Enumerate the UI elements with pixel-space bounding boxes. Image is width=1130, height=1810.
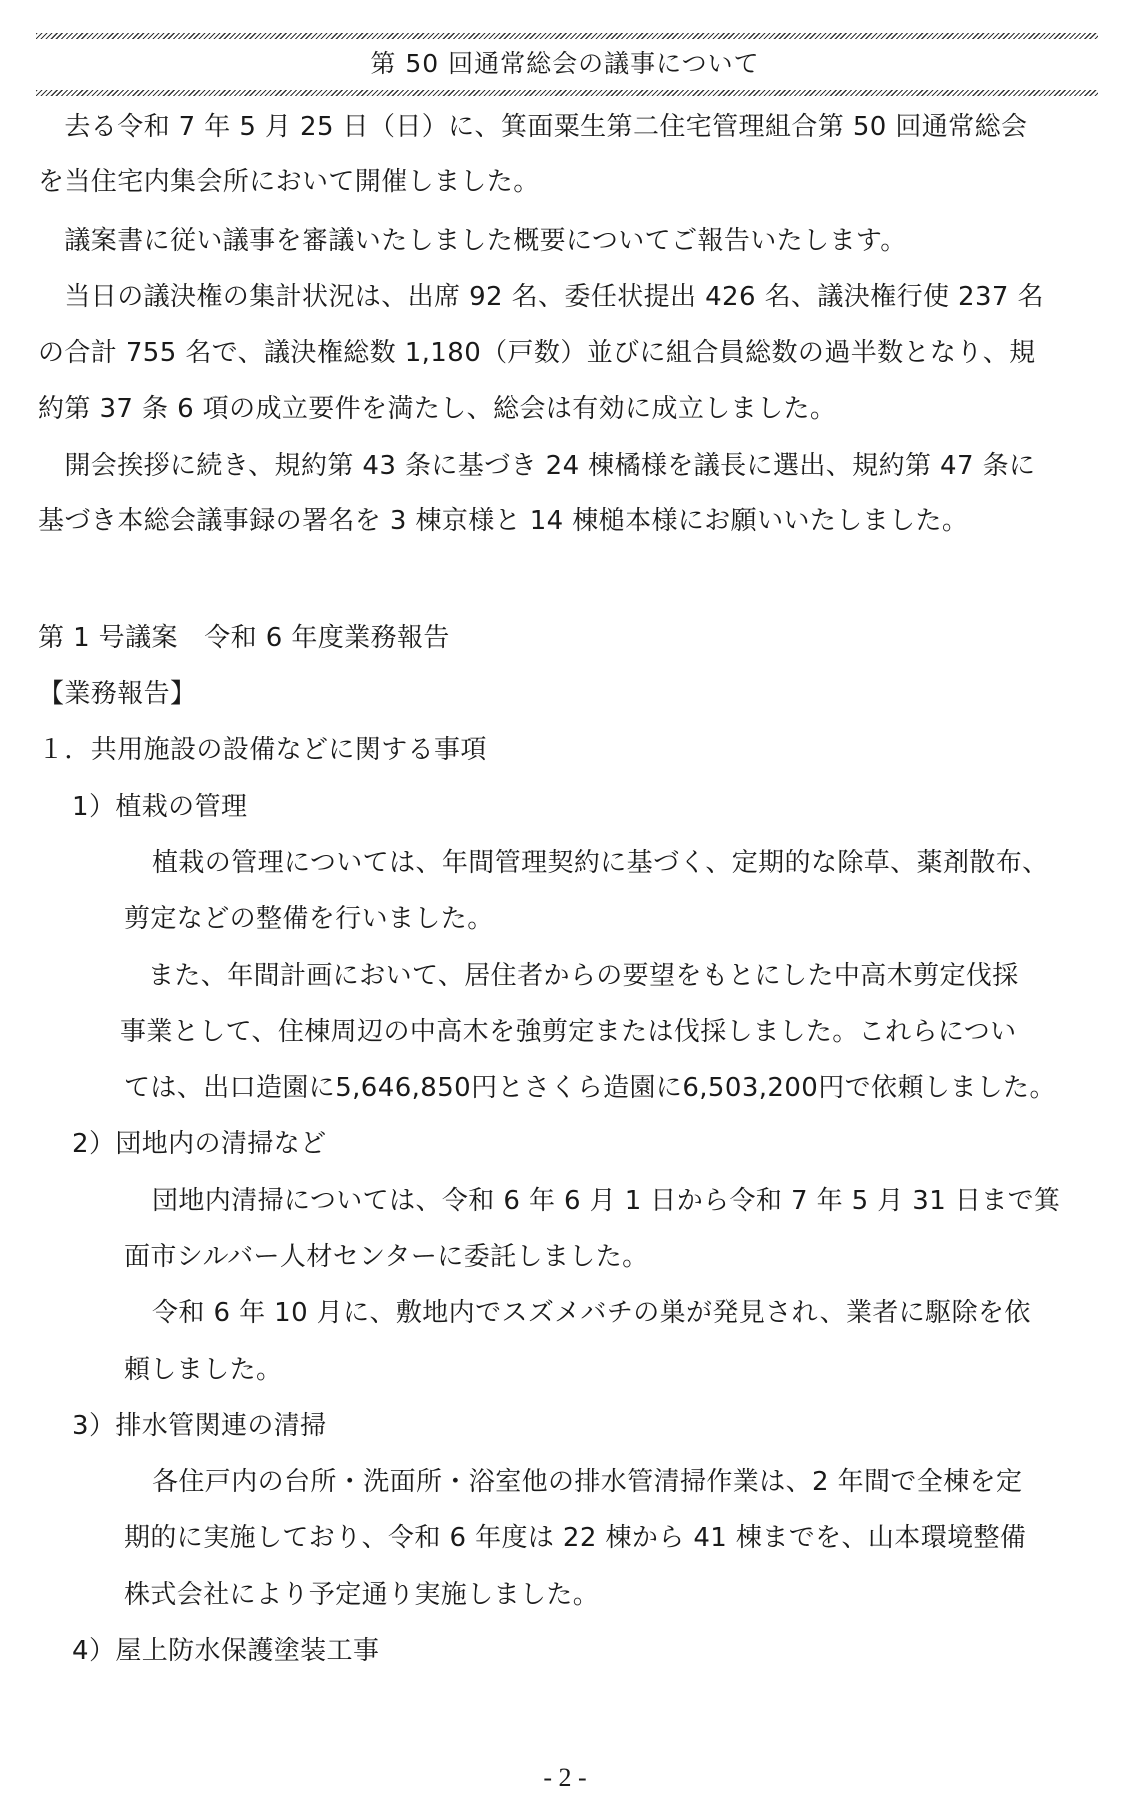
- page-title: 第 50 回通常総会の議事について: [370, 49, 760, 78]
- intro-line: の合計 755 名で、議決権総数 1,180（戸数）並びに組合員総数の過半数となり、規: [38, 338, 1036, 368]
- item-line: 団地内清掃については、令和 6 年 6 月 1 日から令和 7 年 5 月 31 日まで箕: [152, 1186, 1061, 1216]
- intro-line: 議案書に従い議事を審議いたしました概要についてご報告いたします。: [38, 226, 907, 256]
- item-line: 植栽の管理については、年間管理契約に基づく、定期的な除草、薬剤散布、: [152, 848, 1049, 878]
- item-line: 令和 6 年 10 月に、敷地内でスズメバチの巣が発見され、業者に駆除を依: [152, 1298, 1031, 1328]
- item-title: 2）団地内の清掃など: [72, 1129, 327, 1159]
- title-top-rule: [36, 33, 1098, 39]
- item-line: また、年間計画において、居住者からの要望をもとにした中高木剪定伐採: [148, 961, 1019, 991]
- item-line: 株式会社により予定通り実施しました。: [124, 1580, 600, 1610]
- item-title: 4）屋上防水保護塗装工事: [72, 1636, 380, 1666]
- item-line: ては、出口造園に5,646,850円とさくら造園に6,503,200円で依頼しました。: [124, 1073, 1056, 1103]
- intro-line: 去る令和 7 年 5 月 25 日（日）に、箕面粟生第二住宅管理組合第 50 回通常総会: [38, 112, 1028, 142]
- agenda-title: 第 1 号議案 令和 6 年度業務報告: [38, 623, 450, 653]
- intro-line: 約第 37 条 6 項の成立要件を満たし、総会は有効に成立しました。: [38, 394, 837, 424]
- section-heading: １．共用施設の設備などに関する事項: [38, 735, 487, 765]
- intro-line: 開会挨拶に続き、規約第 43 条に基づき 24 棟橘様を議長に選出、規約第 47 条に: [38, 451, 1036, 481]
- page-number: - 2 -: [543, 1763, 587, 1792]
- intro-line: 当日の議決権の集計状況は、出席 92 名、委任状提出 426 名、議決権行使 237 名: [38, 282, 1044, 312]
- intro-line: 基づき本総会議事録の署名を 3 棟京様と 14 棟槌本様にお願いいたしました。: [38, 506, 969, 536]
- item-line: 各住戸内の台所・洗面所・浴室他の排水管清掃作業は、2 年間で全棟を定: [152, 1467, 1023, 1497]
- report-heading: 【業務報告】: [38, 679, 197, 709]
- item-line: 面市シルバー人材センターに委託しました。: [124, 1242, 649, 1272]
- item-title: 1）植栽の管理: [72, 792, 248, 822]
- item-line: 剪定などの整備を行いました。: [124, 904, 494, 934]
- item-line: 期的に実施しており、令和 6 年度は 22 棟から 41 棟までを、山本環境整備: [124, 1523, 1027, 1553]
- intro-line: を当住宅内集会所において開催しました。: [38, 167, 540, 197]
- title-bottom-rule: [36, 90, 1098, 96]
- item-line: 事業として、住棟周辺の中高木を強剪定または伐採しました。これらについ: [120, 1017, 1017, 1047]
- item-title: 3）排水管関連の清掃: [72, 1411, 327, 1441]
- item-line: 頼しました。: [124, 1355, 283, 1385]
